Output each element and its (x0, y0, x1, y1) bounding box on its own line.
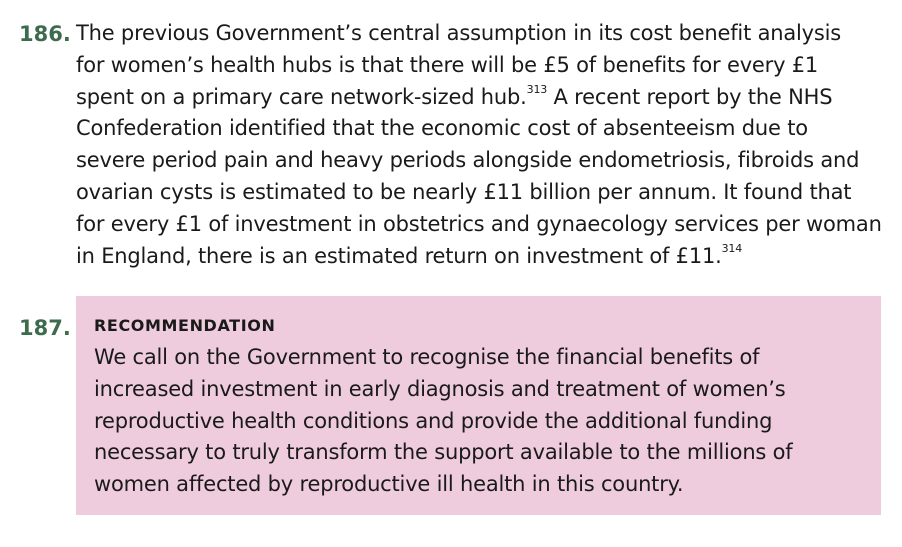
text-segment: A recent report by the NHS (547, 84, 833, 109)
text-line: The previous Government’s central assumption in its cost benefit analysis (76, 21, 842, 45)
footnote-313[interactable]: 313 (526, 82, 548, 96)
text-line: reproductive health conditions and provide the additional funding (94, 408, 773, 433)
recommendation-box (76, 296, 881, 515)
text-line: ovarian cysts is estimated to be nearly £11 billion per annum. It found that (76, 179, 852, 204)
text-line: severe period pain and heavy periods alongside endometriosis, fibroids and (76, 148, 860, 173)
paragraph-number: 186. (19, 22, 71, 46)
text-segment: spent on a primary care network-sized hub. (76, 84, 527, 109)
text-line: for women’s health hubs is that there will be £5 of benefits for every £1 (76, 52, 819, 77)
text-line: women affected by reproductive ill health in this country. (94, 472, 684, 497)
text-segment: in England, there is an estimated return on investment of £11. (76, 243, 722, 268)
footnote-314[interactable]: 314 (721, 241, 743, 255)
text-line: for every £1 of investment in obstetrics and gynaecology services per woman (76, 211, 882, 236)
paragraph-number: 187. (19, 316, 71, 340)
text-line: necessary to truly transform the support available to the millions of (94, 440, 793, 465)
text-line: Confederation identified that the economic cost of absenteeism due to (76, 116, 808, 141)
text-line (76, 82, 886, 114)
text-line: increased investment in early diagnosis and treatment of women’s (94, 376, 786, 401)
recommendation-text (94, 342, 874, 501)
text-line: We call on the Government to recognise the financial benefits of (94, 345, 760, 369)
text-line (76, 241, 886, 273)
recommendation-heading: RECOMMENDATION (94, 316, 276, 335)
paragraph-text (76, 18, 886, 272)
